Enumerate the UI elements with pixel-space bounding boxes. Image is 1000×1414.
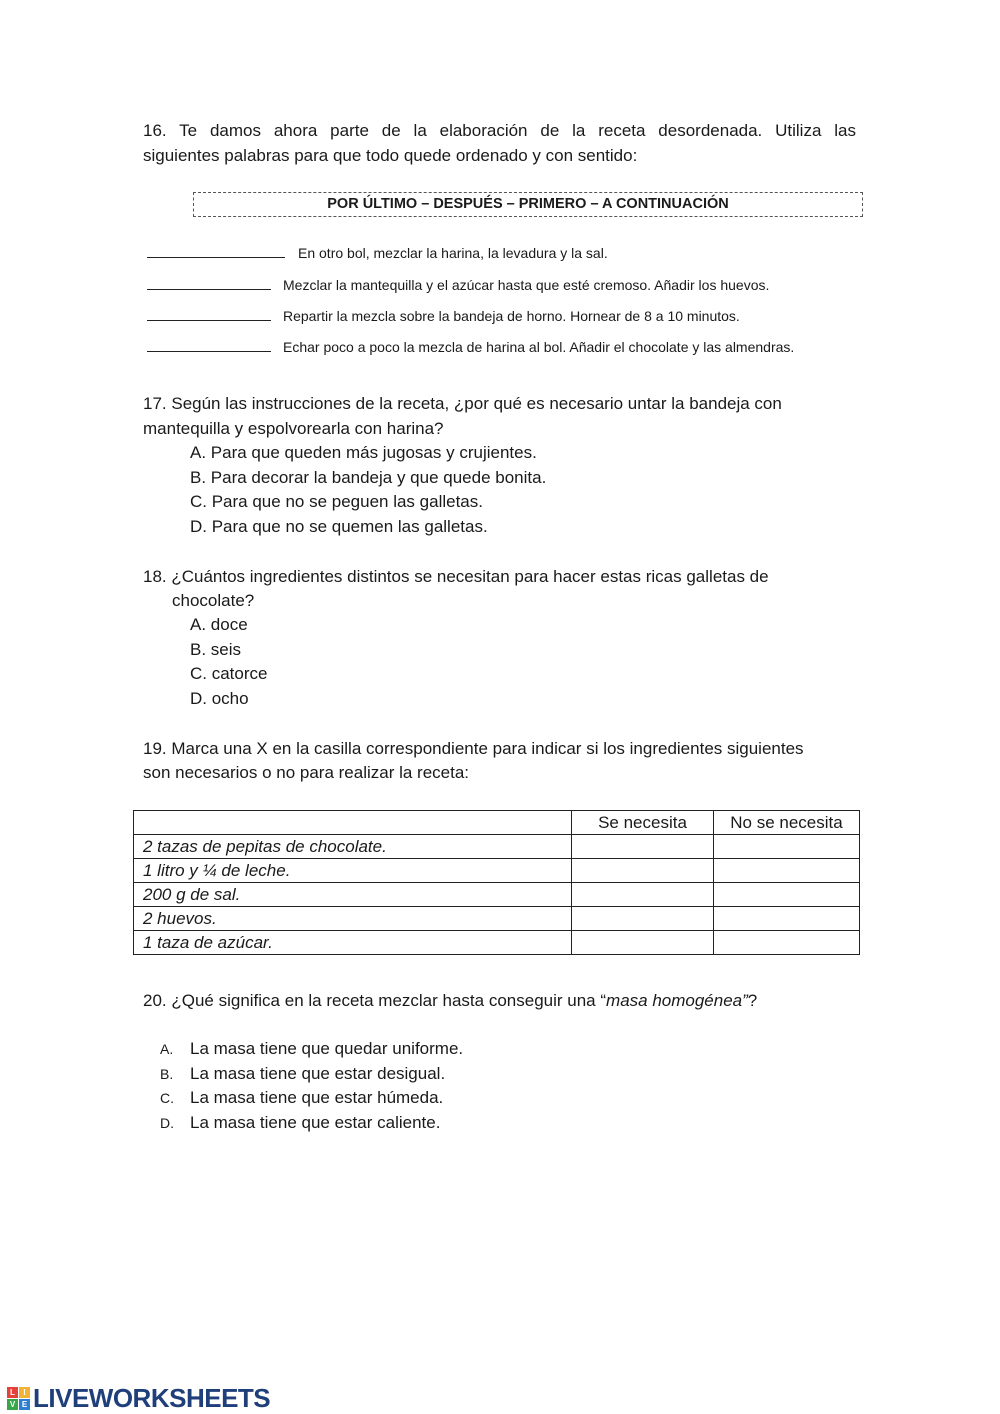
q20-option-a[interactable]: La masa tiene que quedar uniforme. bbox=[190, 1039, 464, 1058]
q18-prompt-line2: chocolate? bbox=[172, 591, 255, 610]
ingredient-cell: 2 huevos. bbox=[134, 907, 572, 931]
needed-checkbox-cell[interactable] bbox=[572, 835, 714, 859]
ingredient-cell: 2 tazas de pepitas de chocolate. bbox=[134, 835, 572, 859]
q20-option-d[interactable]: La masa tiene que estar caliente. bbox=[190, 1113, 441, 1132]
ingredient-name: 2 huevos bbox=[143, 908, 212, 928]
q18-option-c[interactable]: C. catorce bbox=[190, 664, 268, 683]
logo-cell: E bbox=[19, 1399, 30, 1410]
q18-option-b[interactable]: B. seis bbox=[190, 640, 242, 659]
q19-prompt-line1: 19. Marca una X en la casilla correspondiente para indicar si los ingredientes siguientes bbox=[143, 739, 804, 758]
table-row bbox=[134, 835, 860, 859]
not-needed-checkbox-cell[interactable] bbox=[714, 931, 860, 955]
not-needed-checkbox-cell[interactable] bbox=[714, 883, 860, 907]
q16-step-3 bbox=[147, 308, 740, 324]
q20-letter-c: C. bbox=[160, 1090, 174, 1106]
not-needed-checkbox-cell[interactable] bbox=[714, 859, 860, 883]
not-needed-checkbox-cell[interactable] bbox=[714, 907, 860, 931]
logo-cell: I bbox=[19, 1387, 30, 1398]
q20-letter-b: B. bbox=[160, 1066, 174, 1082]
q16-blank-1[interactable] bbox=[147, 247, 285, 258]
table-row bbox=[134, 907, 860, 931]
table-row bbox=[134, 883, 860, 907]
q16-word-bank: POR ÚLTIMO – DESPUÉS – PRIMERO – A CONTINUACIÓN bbox=[193, 192, 863, 217]
logo-cell: L bbox=[7, 1387, 18, 1398]
logo-cell: V bbox=[7, 1399, 18, 1410]
ingredient-cell: 1 litro y ¼ de leche. bbox=[134, 859, 572, 883]
logo-grid-icon bbox=[7, 1387, 30, 1410]
q17-option-b[interactable]: B. Para decorar la bandeja y que quede bonita. bbox=[190, 468, 547, 487]
q18-option-d[interactable]: D. ocho bbox=[190, 689, 249, 708]
needed-checkbox-cell[interactable] bbox=[572, 859, 714, 883]
q16-step-2 bbox=[147, 277, 769, 293]
needed-checkbox-cell[interactable] bbox=[572, 883, 714, 907]
logo-text: LIVEWORKSHEETS bbox=[33, 1383, 271, 1413]
q18-option-a[interactable]: A. doce bbox=[190, 615, 248, 634]
q20-letter-a: A. bbox=[160, 1041, 174, 1057]
q16-step-text: Echar poco a poco la mezcla de harina al bol. Añadir el chocolate y las almendras. bbox=[283, 339, 795, 355]
q19-prompt-line2: son necesarios o no para realizar la receta: bbox=[143, 763, 470, 782]
table-header-row bbox=[134, 811, 860, 835]
table-header-needed: Se necesita bbox=[572, 811, 714, 835]
q16-step-text: En otro bol, mezclar la harina, la levadura y la sal. bbox=[298, 245, 608, 261]
q16-blank-2[interactable] bbox=[147, 279, 271, 290]
q20-prompt-prefix: 20. ¿Qué significa en la receta mezclar hasta conseguir una “ bbox=[143, 991, 607, 1010]
q16-step-text: Mezclar la mantequilla y el azúcar hasta que esté cremoso. Añadir los huevos. bbox=[283, 277, 770, 293]
q16-prompt-line1: 16. Te damos ahora parte de la elaboración de la receta desordenada. Utiliza las bbox=[143, 121, 856, 140]
q16-step-4 bbox=[147, 339, 794, 355]
q17-option-a[interactable]: A. Para que queden más jugosas y crujientes. bbox=[190, 443, 537, 462]
q17-option-d[interactable]: D. Para que no se quemen las galletas. bbox=[190, 517, 488, 536]
ingredient-name: 2 tazas de pepitas de chocolate bbox=[143, 836, 383, 856]
q17-prompt-line2: mantequilla y espolvorearla con harina? bbox=[143, 419, 444, 438]
q20-prompt bbox=[143, 989, 757, 1014]
needed-checkbox-cell[interactable] bbox=[572, 931, 714, 955]
liveworksheets-logo bbox=[7, 1383, 270, 1414]
q18-prompt-line1: 18. ¿Cuántos ingredientes distintos se necesitan para hacer estas ricas galletas de bbox=[143, 567, 769, 586]
q16-prompt-line2: siguientes palabras para que todo quede ordenado y con sentido: bbox=[143, 146, 638, 165]
q20-option-c[interactable]: La masa tiene que estar húmeda. bbox=[190, 1088, 444, 1107]
table-header-empty bbox=[134, 811, 572, 835]
q20-prompt-term: masa homogénea” bbox=[606, 991, 748, 1010]
ingredient-name: 200 g de sal bbox=[143, 884, 236, 904]
table-row bbox=[134, 931, 860, 955]
not-needed-checkbox-cell[interactable] bbox=[714, 835, 860, 859]
table-header-not-needed: No se necesita bbox=[714, 811, 860, 835]
q17-option-c[interactable]: C. Para que no se peguen las galletas. bbox=[190, 492, 483, 511]
q17-prompt-line1: 17. Según las instrucciones de la receta, ¿por qué es necesario untar la bandeja con bbox=[143, 394, 782, 413]
q20-letter-d: D. bbox=[160, 1115, 174, 1131]
table-row bbox=[134, 859, 860, 883]
needed-checkbox-cell[interactable] bbox=[572, 907, 714, 931]
ingredient-name: 1 litro y ¼ de leche bbox=[143, 860, 286, 880]
q16-blank-4[interactable] bbox=[147, 341, 271, 352]
ingredient-cell: 1 taza de azúcar. bbox=[134, 931, 572, 955]
ingredients-table bbox=[133, 810, 860, 955]
q20-option-b[interactable]: La masa tiene que estar desigual. bbox=[190, 1064, 446, 1083]
q16-step-1 bbox=[147, 245, 608, 261]
ingredient-cell: 200 g de sal. bbox=[134, 883, 572, 907]
q16-step-text: Repartir la mezcla sobre la bandeja de horno. Hornear de 8 a 10 minutos. bbox=[283, 308, 740, 324]
q20-prompt-suffix: ? bbox=[747, 991, 758, 1010]
ingredient-name: 1 taza de azúcar bbox=[143, 932, 269, 952]
q16-blank-3[interactable] bbox=[147, 310, 271, 321]
